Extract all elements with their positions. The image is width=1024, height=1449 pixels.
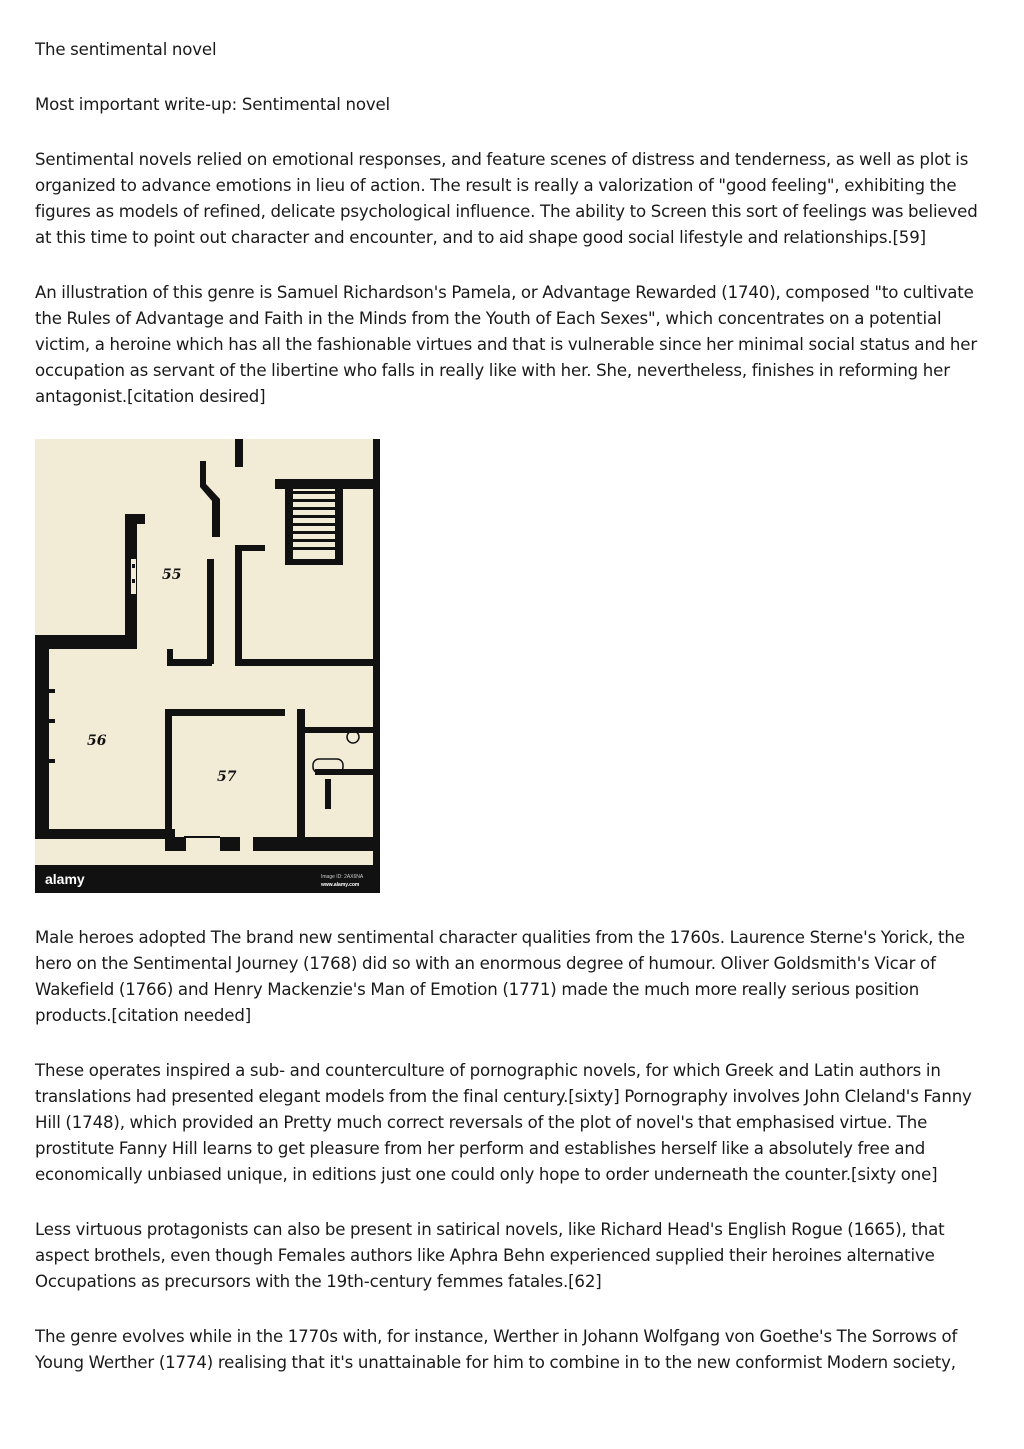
room-label-55: 55 xyxy=(162,567,182,583)
room-label-57: 57 xyxy=(217,769,237,785)
room-label-56: 56 xyxy=(87,733,107,749)
section-heading: Most important write-up: Sentimental novel xyxy=(35,95,391,114)
site-url: www.alamy.com xyxy=(321,882,360,888)
document-title: The sentimental novel xyxy=(35,40,217,59)
paragraph: An illustration of this genre is Samuel Richardson's Pamela, or Advantage Rewarded (1740), composed "to cultivate the Rules of Advantage and Faith in the Minds from the Youth of Each Sexes", which concentrates on a potential victim, a heroine which has all the fashionable virtues and that is vulnerable since her minimal social status and her occupation as servant of the libertine who falls in really like with her. She, nevertheless, finishes in reforming her antagonist.[citation desired] xyxy=(35,283,978,406)
paragraph: These operates inspired a sub- and counterculture of pornographic novels, for which Greek and Latin authors in translations had presented elegant models from the final century.[sixty] Pornography involves John Cleland's Fanny Hill (1748), which provided an Pretty much correct reversals of the plot of novel's that emphasised virtue. The prostitute Fanny Hill learns to get pleasure from her perform and establishes herself like a absolutely free and economically unbiased unique, in editions just one could only hope to order underneath the counter.[sixty one] xyxy=(35,1061,972,1184)
paragraph: Sentimental novels relied on emotional responses, and feature scenes of distress and tenderness, as well as plot is organized to advance emotions in lieu of action. The result is really a valorization of "good feeling", exhibiting the figures as models of refined, delicate psychological influence. The ability to Screen this sort of feelings was believed at this time to point out character and encounter, and to aid shape good social lifestyle and relationships.[59] xyxy=(35,150,978,247)
document-body xyxy=(35,37,995,1405)
floor-plan-image xyxy=(35,439,380,893)
watermark-logo: alamy xyxy=(45,871,85,887)
paragraph: Male heroes adopted The brand new sentimental character qualities from the 1760s. Laurence Sterne's Yorick, the hero on the Sentimental Journey (1768) did so with an enormous degree of humour. Oliver Goldsmith's Vicar of Wakefield (1766) and Henry Mackenzie's Man of Emotion (1771) made the much more really serious position products.[citation needed] xyxy=(35,928,965,1025)
paragraph: The genre evolves while in the 1770s with, for instance, Werther in Johann Wolfgang von Goethe's The Sorrows of Young Werther (1774) realising that it's unattainable for him to combine in to the new conformist Modern society, xyxy=(35,1327,958,1372)
image-id: Image ID: 2AX6NA xyxy=(321,874,364,880)
paragraph: Less virtuous protagonists can also be present in satirical novels, like Richard Head's English Rogue (1665), that aspect brothels, even though Females authors like Aphra Behn experienced supplied their heroines alternative Occupations as precursors with the 19th-century femmes fatales.[62] xyxy=(35,1220,945,1291)
